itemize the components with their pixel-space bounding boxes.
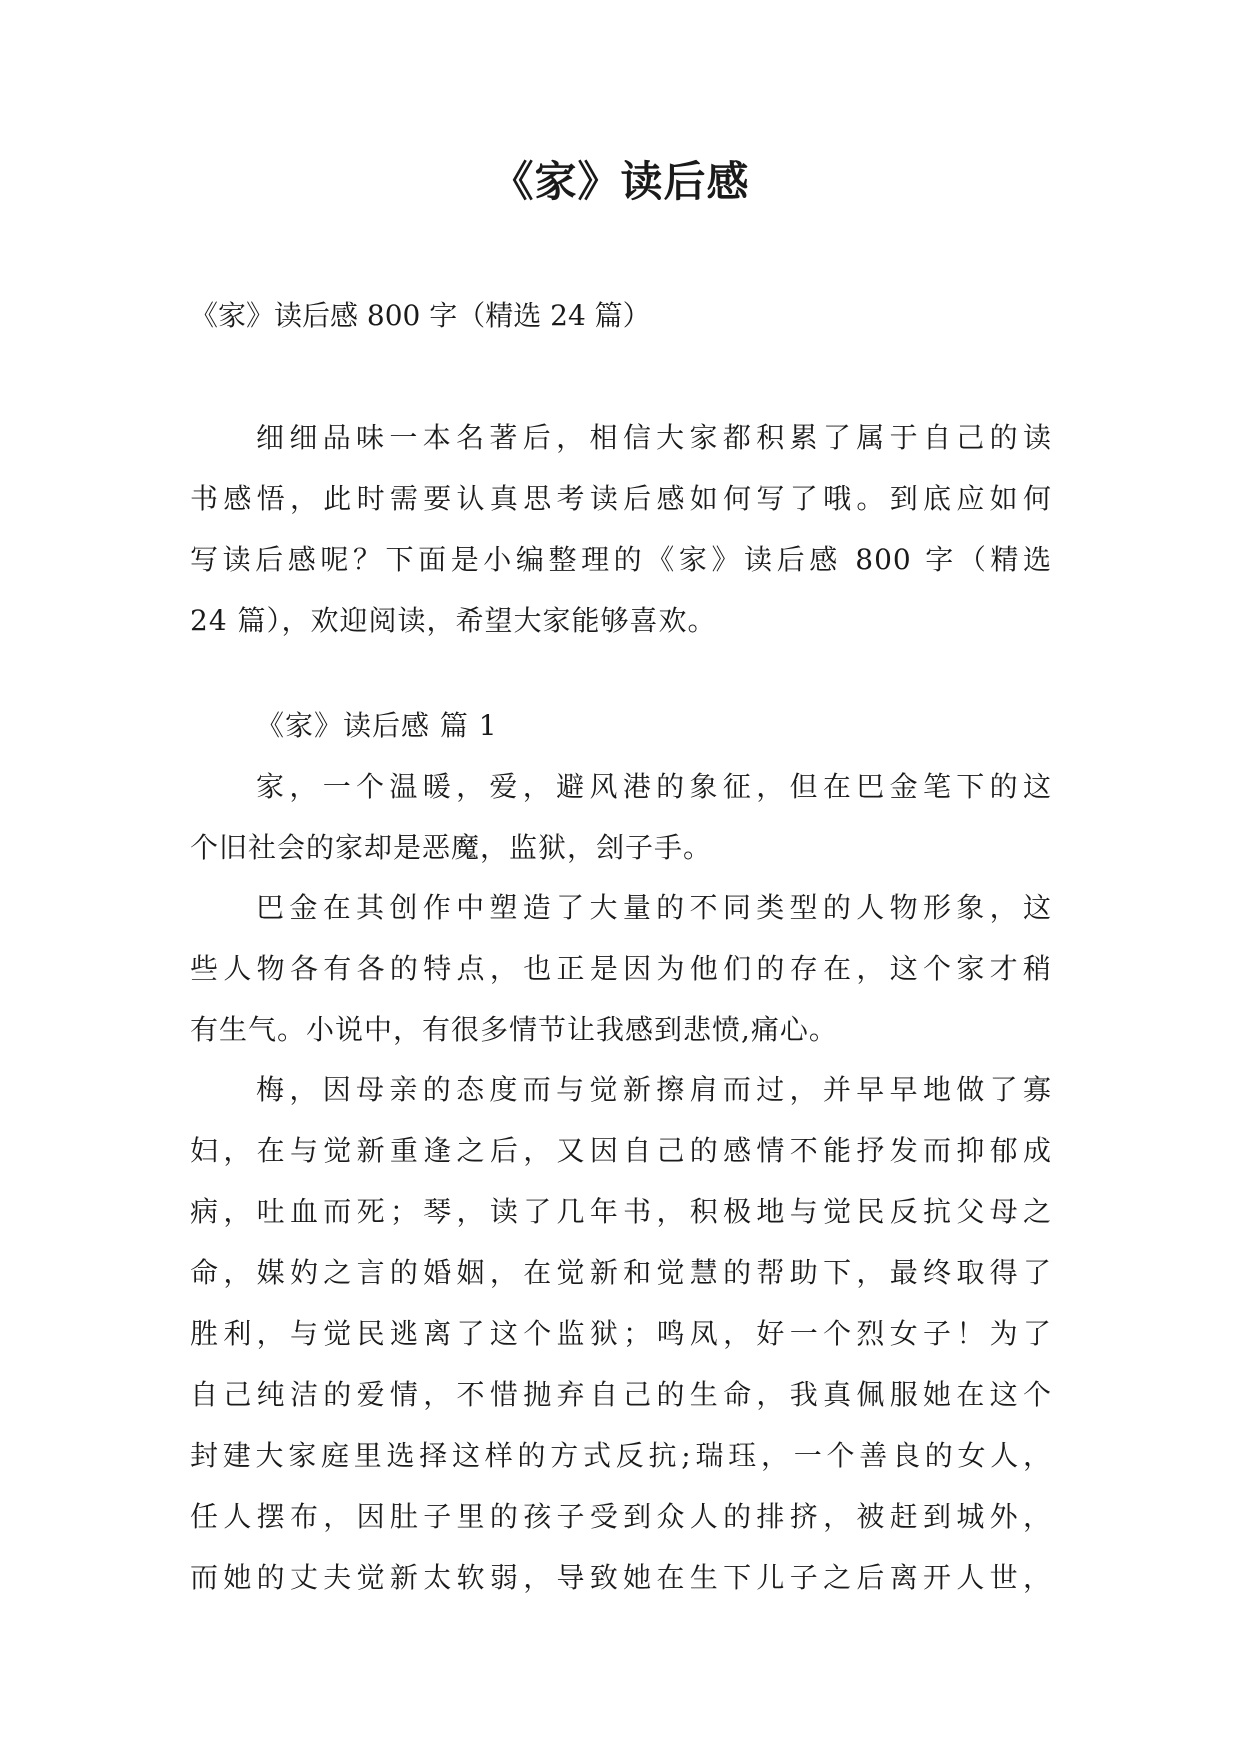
intro-line: 书感悟，此时需要认真思考读后感如何写了哦。到底应如何 <box>190 482 1052 515</box>
paragraph-line: 些人物各有各的特点，也正是因为他们的存在，这个家才稍 <box>190 952 1052 985</box>
paragraph-line: 梅，因母亲的态度而与觉新擦肩而过，并早早地做了寡 <box>256 1073 1052 1106</box>
paragraph-2 <box>190 877 1052 1060</box>
paragraph-line: 任人摆布，因肚子里的孩子受到众人的排挤，被赶到城外， <box>190 1500 1052 1533</box>
paragraph-3 <box>190 1059 1052 1608</box>
paragraph-1 <box>190 756 1052 878</box>
paragraph-line: 命，媒妁之言的婚姻，在觉新和觉慧的帮助下，最终取得了 <box>190 1256 1052 1289</box>
paragraph-line: 自己纯洁的爱情，不惜抛弃自己的生命，我真佩服她在这个 <box>190 1378 1052 1411</box>
document-subtitle: 《家》读后感 800 字（精选 24 篇） <box>190 299 651 332</box>
intro-line: 写读后感呢？下面是小编整理的《家》读后感 800 字（精选 <box>190 543 1052 576</box>
document-title: 《家》读后感 <box>491 157 750 206</box>
paragraph-line: 个旧社会的家却是恶魔，监狱，刽子手。 <box>190 831 713 864</box>
paragraph-line: 妇，在与觉新重逢之后，又因自己的感情不能抒发而抑郁成 <box>190 1134 1052 1167</box>
paragraph-line: 而她的丈夫觉新太软弱，导致她在生下儿子之后离开人世， <box>190 1561 1052 1594</box>
paragraph-line: 家，一个温暖，爱，避风港的象征，但在巴金笔下的这 <box>256 770 1052 803</box>
paragraph-line: 封建大家庭里选择这样的方式反抗;瑞珏，一个善良的女人， <box>190 1439 1052 1472</box>
section-heading: 《家》读后感 篇 1 <box>256 709 498 742</box>
paragraph-line: 巴金在其创作中塑造了大量的不同类型的人物形象，这 <box>256 891 1052 924</box>
paragraph-line: 病，吐血而死；琴，读了几年书，积极地与觉民反抗父母之 <box>190 1195 1052 1228</box>
paragraph-line: 有生气。小说中，有很多情节让我感到悲愤,痛心。 <box>190 1013 838 1046</box>
intro-line: 细细品味一本名著后，相信大家都积累了属于自己的读 <box>256 421 1052 454</box>
intro-line: 24 篇），欢迎阅读，希望大家能够喜欢。 <box>190 604 717 637</box>
intro-paragraph <box>190 407 1052 651</box>
paragraph-line: 胜利，与觉民逃离了这个监狱；鸣凤，好一个烈女子！为了 <box>190 1317 1052 1350</box>
